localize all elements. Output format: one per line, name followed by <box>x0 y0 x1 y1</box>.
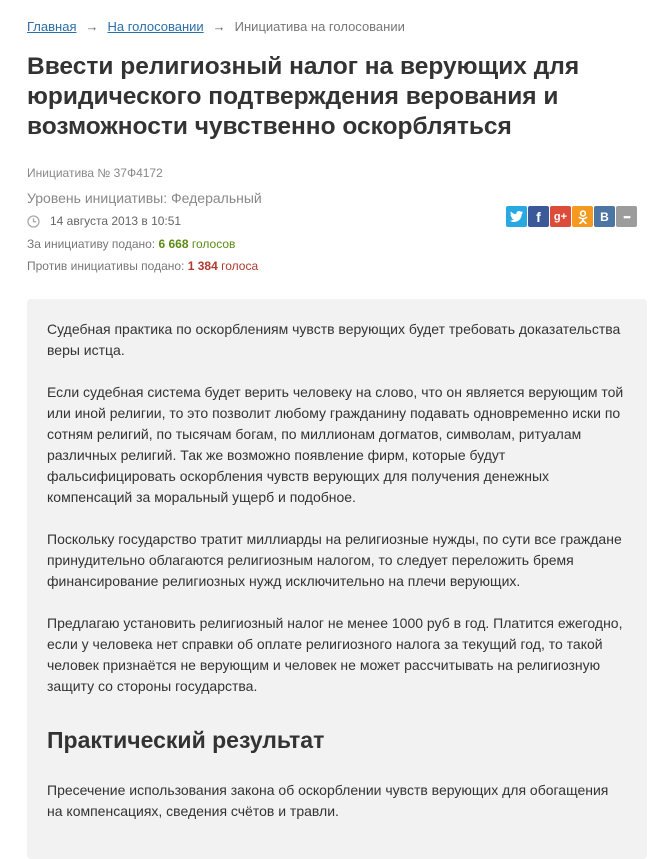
vkontakte-icon[interactable]: B <box>594 206 615 227</box>
facebook-icon[interactable]: f <box>528 206 549 227</box>
odnoklassniki-icon[interactable] <box>572 206 593 227</box>
initiative-content <box>27 299 647 859</box>
breadcrumb-arrow: → <box>85 19 99 34</box>
breadcrumb-arrow: → <box>212 19 226 34</box>
content-paragraph: Судебная практика по оскорблениям чувств верующих будет требовать доказательства веры истца. <box>47 321 621 358</box>
breadcrumb <box>27 19 405 34</box>
google-plus-icon[interactable]: g+ <box>550 206 571 227</box>
clock-icon <box>27 215 40 228</box>
result-paragraph: Пресечение использования закона об оскорблении чувств верующих для обогащения на компенсациях, сведения счётов и травли. <box>47 782 609 819</box>
content-paragraph: Предлагаю установить религиозный налог не менее 1000 руб в год. Платится ежегодно, если у человека нет справки об оплате религиозного налога за текущий год, то такой человек признаётся не верующим и человек не может рассчитывать на религиозную защиту со стороны государства. <box>47 615 623 694</box>
votes-for <box>27 236 647 252</box>
result-heading: Практический результат <box>47 727 325 753</box>
votes-against-word: голоса <box>221 259 259 273</box>
votes-against-count: 1 384 <box>187 259 218 273</box>
twitter-icon[interactable] <box>506 206 527 227</box>
initiative-date: 14 августа 2013 в 10:51 <box>50 214 182 228</box>
votes-for-label: За инициативу подано: <box>27 237 156 251</box>
content-paragraph: Поскольку государство тратит миллиарды на религиозные нужды, по сути все граждане принудительно облагаются религиозным налогом, то следует переложить бремя финансирование религиозных нужд исключительно на плечи верующих. <box>47 531 622 589</box>
votes-for-count: 6 668 <box>158 237 189 251</box>
more-icon[interactable]: ••• <box>616 206 637 227</box>
breadcrumb-voting-link[interactable]: На голосовании <box>107 19 204 34</box>
share-buttons <box>506 206 637 227</box>
initiative-level: Уровень инициативы: Федеральный <box>27 190 262 206</box>
breadcrumb-home-link[interactable]: Главная <box>27 19 77 34</box>
votes-against <box>27 258 647 274</box>
content-paragraph: Если судебная система будет верить человеку на слово, что он является верующим той или иной религии, то это позволит любому гражданину подавать одновременно иски по сотням религий, по тысячам богам, по миллионам догматов, символам, ритуалам различных религий. Так же возможно появление фирм, которые будут фальсифицировать оскорбления чувств верующих для получения денежных компенсаций за моральный ущерб и подобное. <box>47 384 624 505</box>
votes-for-word: голосов <box>191 237 236 251</box>
votes-against-label: Против инициативы подано: <box>27 259 185 273</box>
breadcrumb-current: Инициатива на голосовании <box>234 19 405 34</box>
initiative-number: Инициатива № 37Ф4172 <box>27 166 163 180</box>
page-title: Ввести религиозный налог на верующих для юридического подтверждения верования и возможности чувственно оскорбляться <box>27 53 580 140</box>
